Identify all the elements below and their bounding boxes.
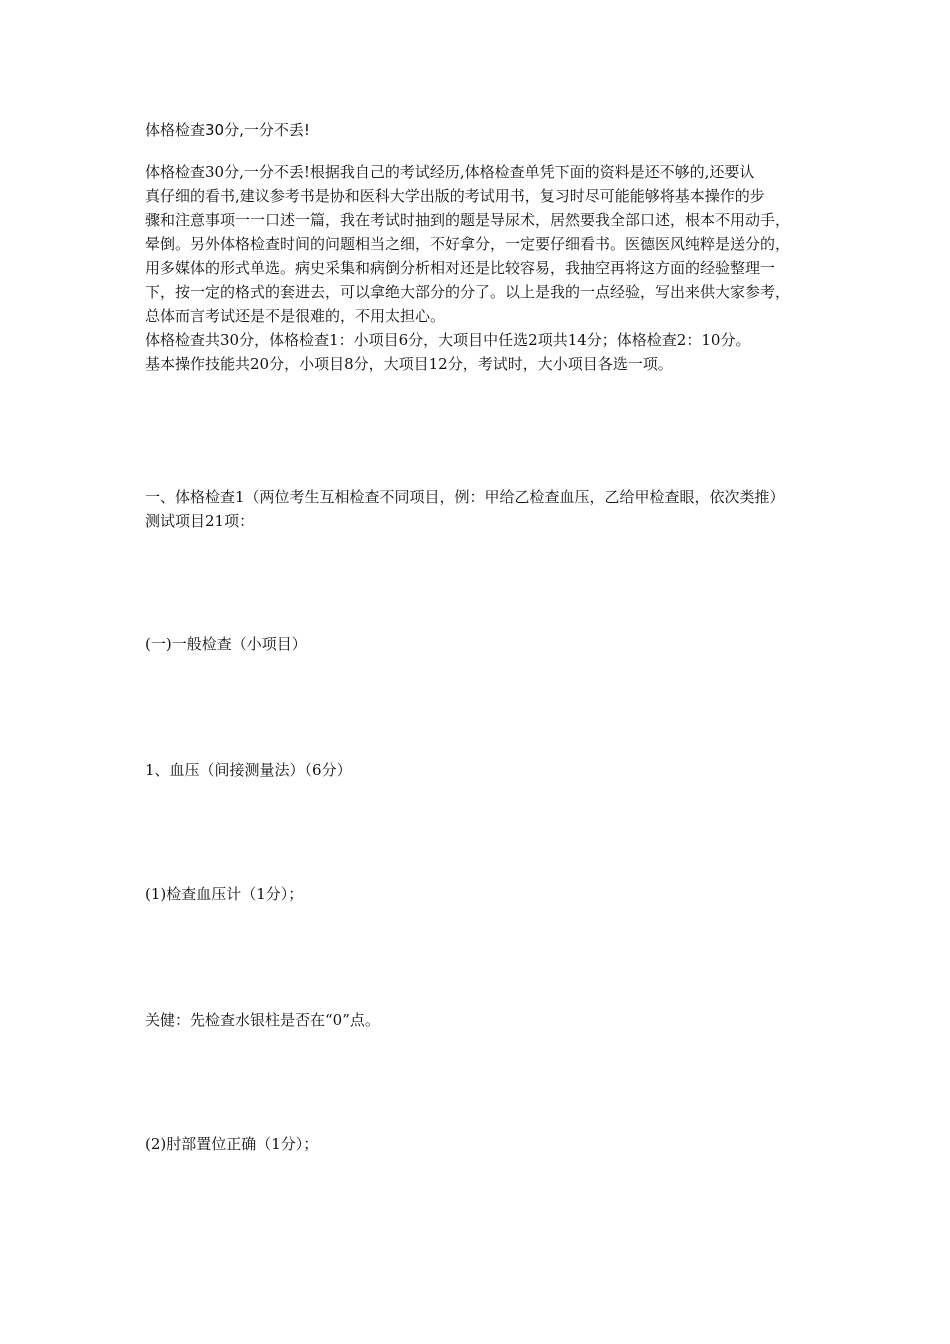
document-title: 体格检查30分,一分不丢! <box>145 121 310 139</box>
intro-line: 体格检查30分,一分不丢!根据我自己的考试经历,体格检查单凭下面的资料是还不够的,还要认 <box>145 163 755 181</box>
subsection-heading: (一)一般检查（小项目） <box>145 635 307 653</box>
score-summary-line: 体格检查共30分，体格检查1：小项目6分，大项目中任选2项共14分；体格检查2：10分。 <box>145 331 751 349</box>
item-heading: 1、血压（间接测量法）（6分） <box>145 761 352 779</box>
step-item: (1)检查血压计（1分）； <box>145 885 304 903</box>
intro-line: 真仔细的看书,建议参考书是协和医科大学出版的考试用书，复习时尽可能能够将基本操作的步 <box>145 187 765 205</box>
section-heading: 一、体格检查1（两位考生互相检查不同项目，例：甲给乙检查血压，乙给甲检查眼，依次类推） <box>145 488 785 506</box>
step-item: (2)肘部置位正确（1分）； <box>145 1135 319 1153</box>
score-summary-line: 基本操作技能共20分，小项目8分，大项目12分，考试时，大小项目各选一项。 <box>145 355 673 373</box>
section-heading-continued: 测试项目21项： <box>145 512 255 530</box>
key-point: 关健：先检查水银柱是否在“0”点。 <box>145 1011 380 1029</box>
intro-paragraph <box>145 160 813 376</box>
intro-line: 用多媒体的形式单选。病史采集和病倒分析相对还是比较容易，我抽空再将这方面的经验整理一 <box>145 259 776 277</box>
intro-line: 下，按一定的格式的套进去，可以拿绝大部分的分了。以上是我的一点经验，写出来供大家参考， <box>145 283 791 301</box>
intro-line: 骤和注意事项一一口述一篇，我在考试时抽到的题是导尿术，居然要我全部口述，根本不用动手， <box>145 211 791 229</box>
intro-line: 总体而言考试还是不是很难的，不用太担心。 <box>145 307 446 325</box>
intro-line: 晕倒。另外体格检查时间的问题相当之细，不好拿分，一定要仔细看书。医德医风纯粹是送分的， <box>145 235 791 253</box>
